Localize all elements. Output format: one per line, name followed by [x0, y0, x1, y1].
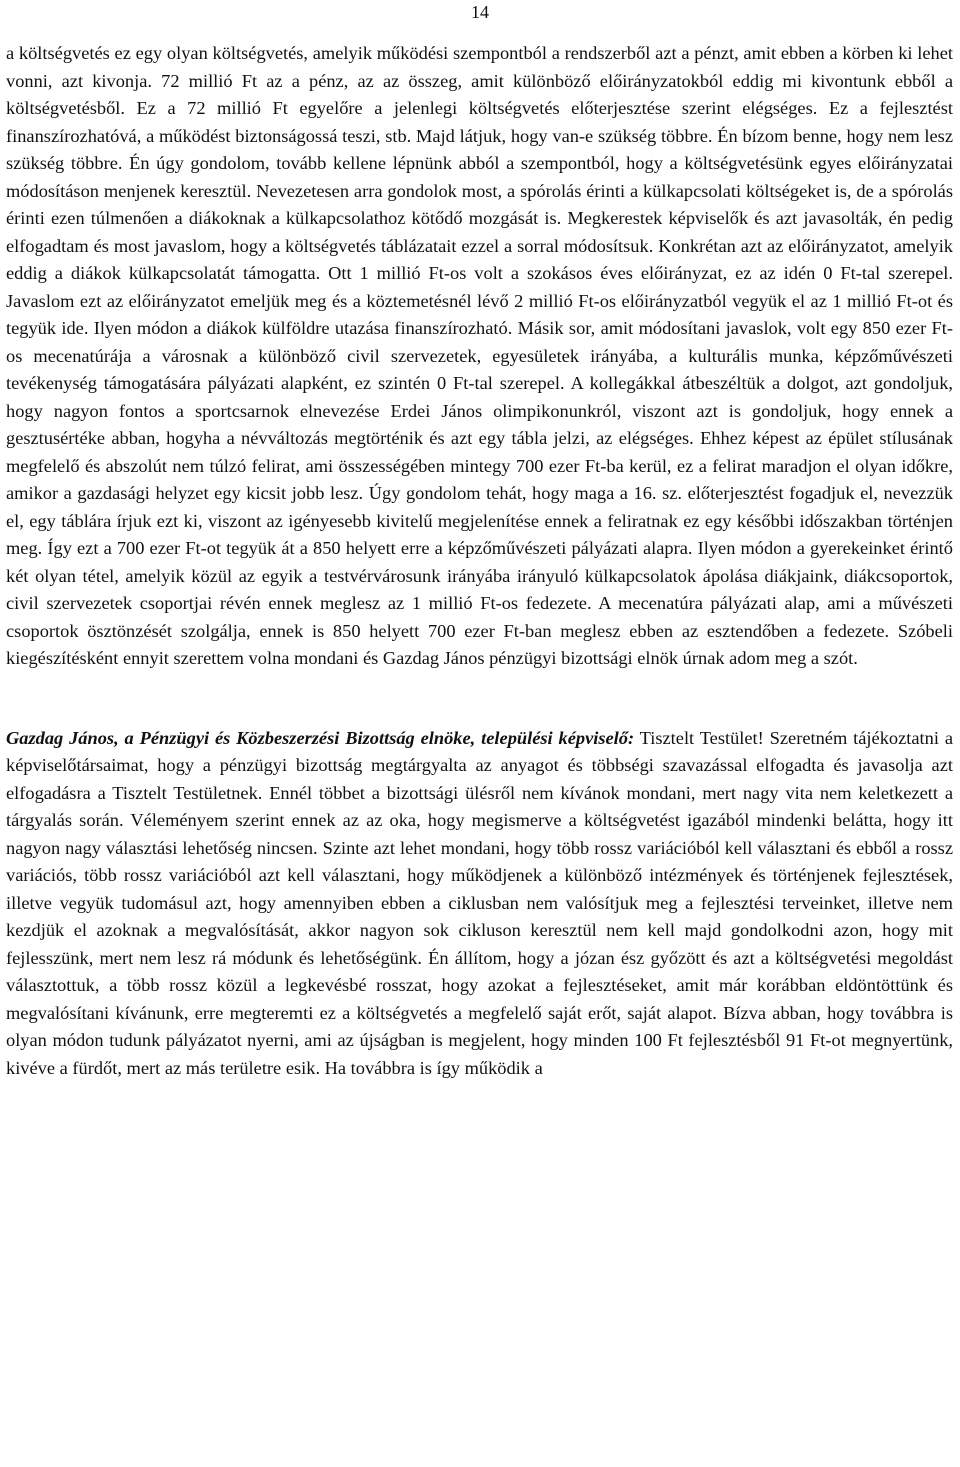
paragraph-committee-chair	[6, 725, 953, 1083]
speech-text: Tisztelt Testület! Szeretném tájékoztatni a képviselőtársaimat, hogy a pénzügyi bizottság megtárgyalta az anyagot és többségi szavazással elfogadta és javasolja azt elfogadásra a Tisztelt Testületnek. Ennél többet a bizottsági ülésről nem kívánok mondani, mert nagy vita nem keletkezett a tárgyalás során. Véleményem szerint ennek az az oka, hogy megismerve a költségvetést igazából mindenki belátta, hogy itt nagyon nagy választási lehetőség nincsen. Szinte azt lehet mondani, hogy több rossz variációból kell választani és ebből a rossz variációs, több rossz variációból azt kell választani, hogy működjenek a különböző intézmények és történjenek fejlesztések, illetve vegyük tudomásul azt, hogy amennyiben ebben a ciklusban nem valósítjuk meg a fejlesztési terveinket, illetve nem kezdjük el azoknak a megvalósítását, akkor nagyon sok cikluson keresztül nem kell majd gondolkodni azon, hogy mit fejlesszünk, mert nem lesz rá módunk és lehetőségünk. Én állítom, hogy a józan ész győzött és azt a költségvetési megoldást választottuk, a több rossz közül a legkevésbé rosszat, hogy azokat a fejlesztéseket, amit már korábban eldöntöttünk és megvalósítani kívánunk, erre megteremti ez a költségvetés a megfelelő saját erőt, saját alapot. Bízva abban, hogy továbbra is olyan módon tudunk pályázatot nyerni, ami az újságban is megjelent, hogy minden 100 Ft fejlesztésből 91 Ft-ot megnyertünk, kivéve a fürdőt, mert az más területre esik. Ha továbbra is így működik a	[6, 727, 953, 1078]
speaker-label: Gazdag János, a Pénzügyi és Közbeszerzési Bizottság elnöke, települési képviselő:	[6, 727, 635, 748]
document-body	[6, 40, 953, 1082]
page-number: 14	[471, 2, 489, 22]
paragraph-mayor-speech: a költségvetés ez egy olyan költségvetés, amelyik működési szempontból a rendszerből azt a pénzt, amit ebben a körben ki lehet vonni, azt kivonja. 72 millió Ft az a pénz, az az összeg, amit különböző előirányzatokból eddig mi kivontunk ebből a költségvetésből. Ez a 72 millió Ft egyelőre a jelenlegi költségvetés előterjesztése szerint elégséges. Ez a fejlesztést finanszírozhatóvá, a működést biztonságossá teszi, stb. Majd látjuk, hogy van-e szükség többre. Én bízom benne, hogy nem lesz szükség többre. Én úgy gondolom, tovább kellene lépnünk abból a szempontból, hogy a költségvetésünk egyes előirányzatai módosításon menjenek keresztül. Nevezetesen arra gondolok most, a spórolás érinti a külkapcsolati költségeket is, de a spórolás érinti ezen túlmenően a diákoknak a külkapcsolathoz kötődő mozgását is. Megkerestek képviselők és azt javasolták, én pedig elfogadtam és most javaslom, hogy a költségvetés táblázatait ezzel a sorral módosítsuk. Konkrétan azt az előirányzatot, amelyik eddig a diákok külkapcsolatát támogatta. Ott 1 millió Ft-os volt a szokásos éves előirányzat, ez az idén 0 Ft-tal szerepel. Javaslom ezt az előirányzatot emeljük meg és a köztemetésnél lévő 2 millió Ft-os előirányzatból vegyük el az 1 millió Ft-ot és tegyük ide. Ilyen módon a diákok külföldre utazása finanszírozható. Másik sor, amit módosítani javaslok, volt egy 850 ezer Ft-os mecenatúrája a városnak a különböző civil szervezetek, egyesületek irányába, a kulturális munka, képzőművészeti tevékenység támogatására pályázati alapként, ez szintén 0 Ft-tal szerepel. A kollegákkal átbeszéltük a dolgot, azt gondoljuk, hogy nagyon fontos a sportcsarnok elnevezése Erdei János olimpikonunkról, viszont azt is gondoljuk, hogy ennek a gesztusértéke abban, hogyha a névváltozás megtörténik és azt egy tábla jelzi, az elégséges. Ehhez képest az épület stílusának megfelelő és abszolút nem túlzó felirat, ami összességében mintegy 700 ezer Ft-ba kerül, ez a felirat maradjon el olyan időkre, amikor a gazdasági helyzet egy kicsit jobb lesz. Úgy gondolom tehát, hogy maga a 16. sz. előterjesztést fogadjuk el, nevezzük el, egy táblára írjuk ezt ki, viszont az igényesebb kivitelű megjelenítése ennek a feliratnak ez egy későbbi időszakban történjen meg. Így ezt a 700 ezer Ft-ot tegyük át a 850 helyett erre a képzőművészeti pályázati alapra. Ilyen módon a gyerekeinket érintő két olyan tétel, amelyik közül az egyik a testvérvárosunk irányába irányuló külkapcsolatok ápolása diákjaink, diákcsoportok, civil szervezetek csoportjai révén ennek meglesz az 1 millió Ft-os fedezete. A mecenatúra pályázati alap, ami a művészeti csoportok ösztönzését szolgálja, ennek is 850 helyett 700 ezer Ft-ban meglesz ebben az esztendőben a fedezete. Szóbeli kiegészítésként ennyit szerettem volna mondani és Gazdag János pénzügyi bizottsági elnök úrnak adom meg a szót.	[6, 43, 953, 668]
